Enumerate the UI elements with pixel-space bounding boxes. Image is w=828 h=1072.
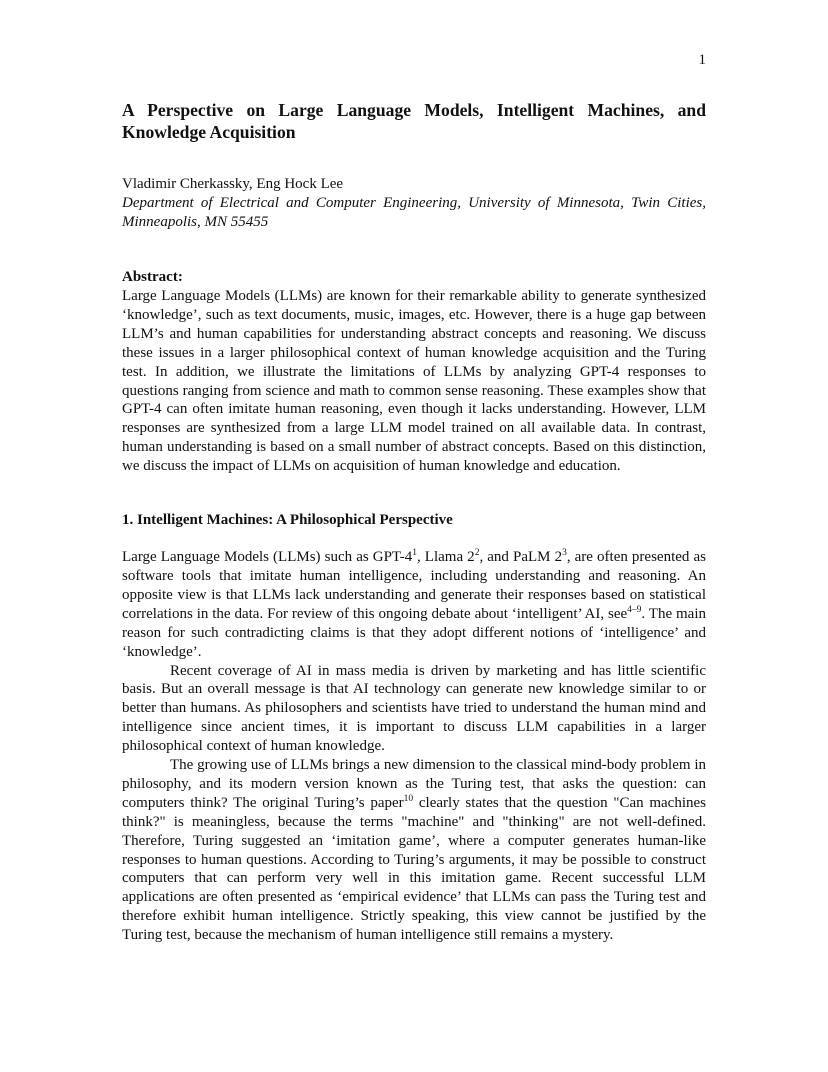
paragraph-text: , and PaLM 2 xyxy=(479,549,563,566)
page-number: 1 xyxy=(698,52,706,68)
paragraph-2: Recent coverage of AI in mass media is driven by marketing and has little scientific basis. But an overall message is that AI technology can generate new knowledge similar to or better than humans. As philosophers and scientists have tried to understand the human mind and intelligence since ancient times, it is important to discuss LLM capabilities in a larger philosophical context of human knowledge. xyxy=(122,662,706,755)
paragraph-text: , Llama 2 xyxy=(416,549,475,566)
citation-ref: 1 xyxy=(412,548,417,559)
paragraph-3 xyxy=(122,756,706,945)
page-content xyxy=(122,99,706,945)
paragraph-1 xyxy=(122,548,706,661)
citation-ref: 3 xyxy=(562,548,567,559)
paragraph-text: The growing use of LLMs brings a new dimension to the classical mind-body problem in philosophy, and its modern version known as the Turing test, that asks the question: can computers think? The original Turing’s paper xyxy=(122,757,706,811)
section-heading: 1. Intelligent Machines: A Philosophical Perspective xyxy=(122,512,453,529)
abstract-body: Large Language Models (LLMs) are known for their remarkable ability to generate synthesized ‘knowledge’, such as text documents, music, images, etc. However, there is a huge gap between LLM’s and human capabilities for understanding abstract concepts and reasoning. We discuss these issues in a larger philosophical context of human knowledge acquisition and the Turing test. In addition, we illustrate the limitations of LLMs by analyzing GPT-4 responses to questions ranging from science and math to common sense reasoning. These examples show that GPT-4 can often imitate human reasoning, even though it lacks understanding. However, LLM responses are synthesized from a large LLM model trained on all available data. In contrast, human understanding is based on a small number of abstract concepts. Based on this distinction, we discuss the impact of LLMs on acquisition of human knowledge and education. xyxy=(122,288,706,475)
paragraph-text: Large Language Models (LLMs) such as GPT-4 xyxy=(122,549,413,566)
paragraph-text: . The main reason for such contradicting claims is that they adopt different notions of ‘intelligence’ and ‘knowledge’. xyxy=(122,605,706,660)
paper-title: A Perspective on Large Language Models, Intelligent Machines, and Knowledge Acquisition xyxy=(122,100,706,142)
paragraph-text: , are often presented as software tools that imitate human intelligence, including understanding and reasoning. An opposite view is that LLMs lack understanding and generate their responses based on statistical correlations in the data. For review of this ongoing debate about ‘intelligent’ AI, see xyxy=(122,549,706,622)
author-affiliation: Department of Electrical and Computer Engineering, University of Minnesota, Twin Cities, Minneapolis, MN 55455 xyxy=(122,195,706,230)
abstract-heading: Abstract: xyxy=(122,269,183,285)
citation-ref: 2 xyxy=(474,548,480,559)
paragraph-text: clearly states that the question "Can machines think?" is meaningless, because the terms "machine" and "thinking" are not well-defined. Therefore, Turing suggested an ‘imitation game’, where a computer generates human-like responses to human questions. According to Turing’s arguments, it may be possible to construct computers that can perform very well in this imitation game. Recent successful LLM applications are often presented as ‘empirical evidence’ that LLMs can pass the Turing test and therefore exhibit human intelligence. Strictly speaking, this view cannot be justified by the Turing test, because the mechanism of human intelligence still remains a mystery. xyxy=(122,794,706,944)
citation-ref: 10 xyxy=(403,793,414,804)
author-list: Vladimir Cherkassky, Eng Hock Lee xyxy=(122,176,344,192)
citation-ref: 4–9 xyxy=(627,604,642,615)
